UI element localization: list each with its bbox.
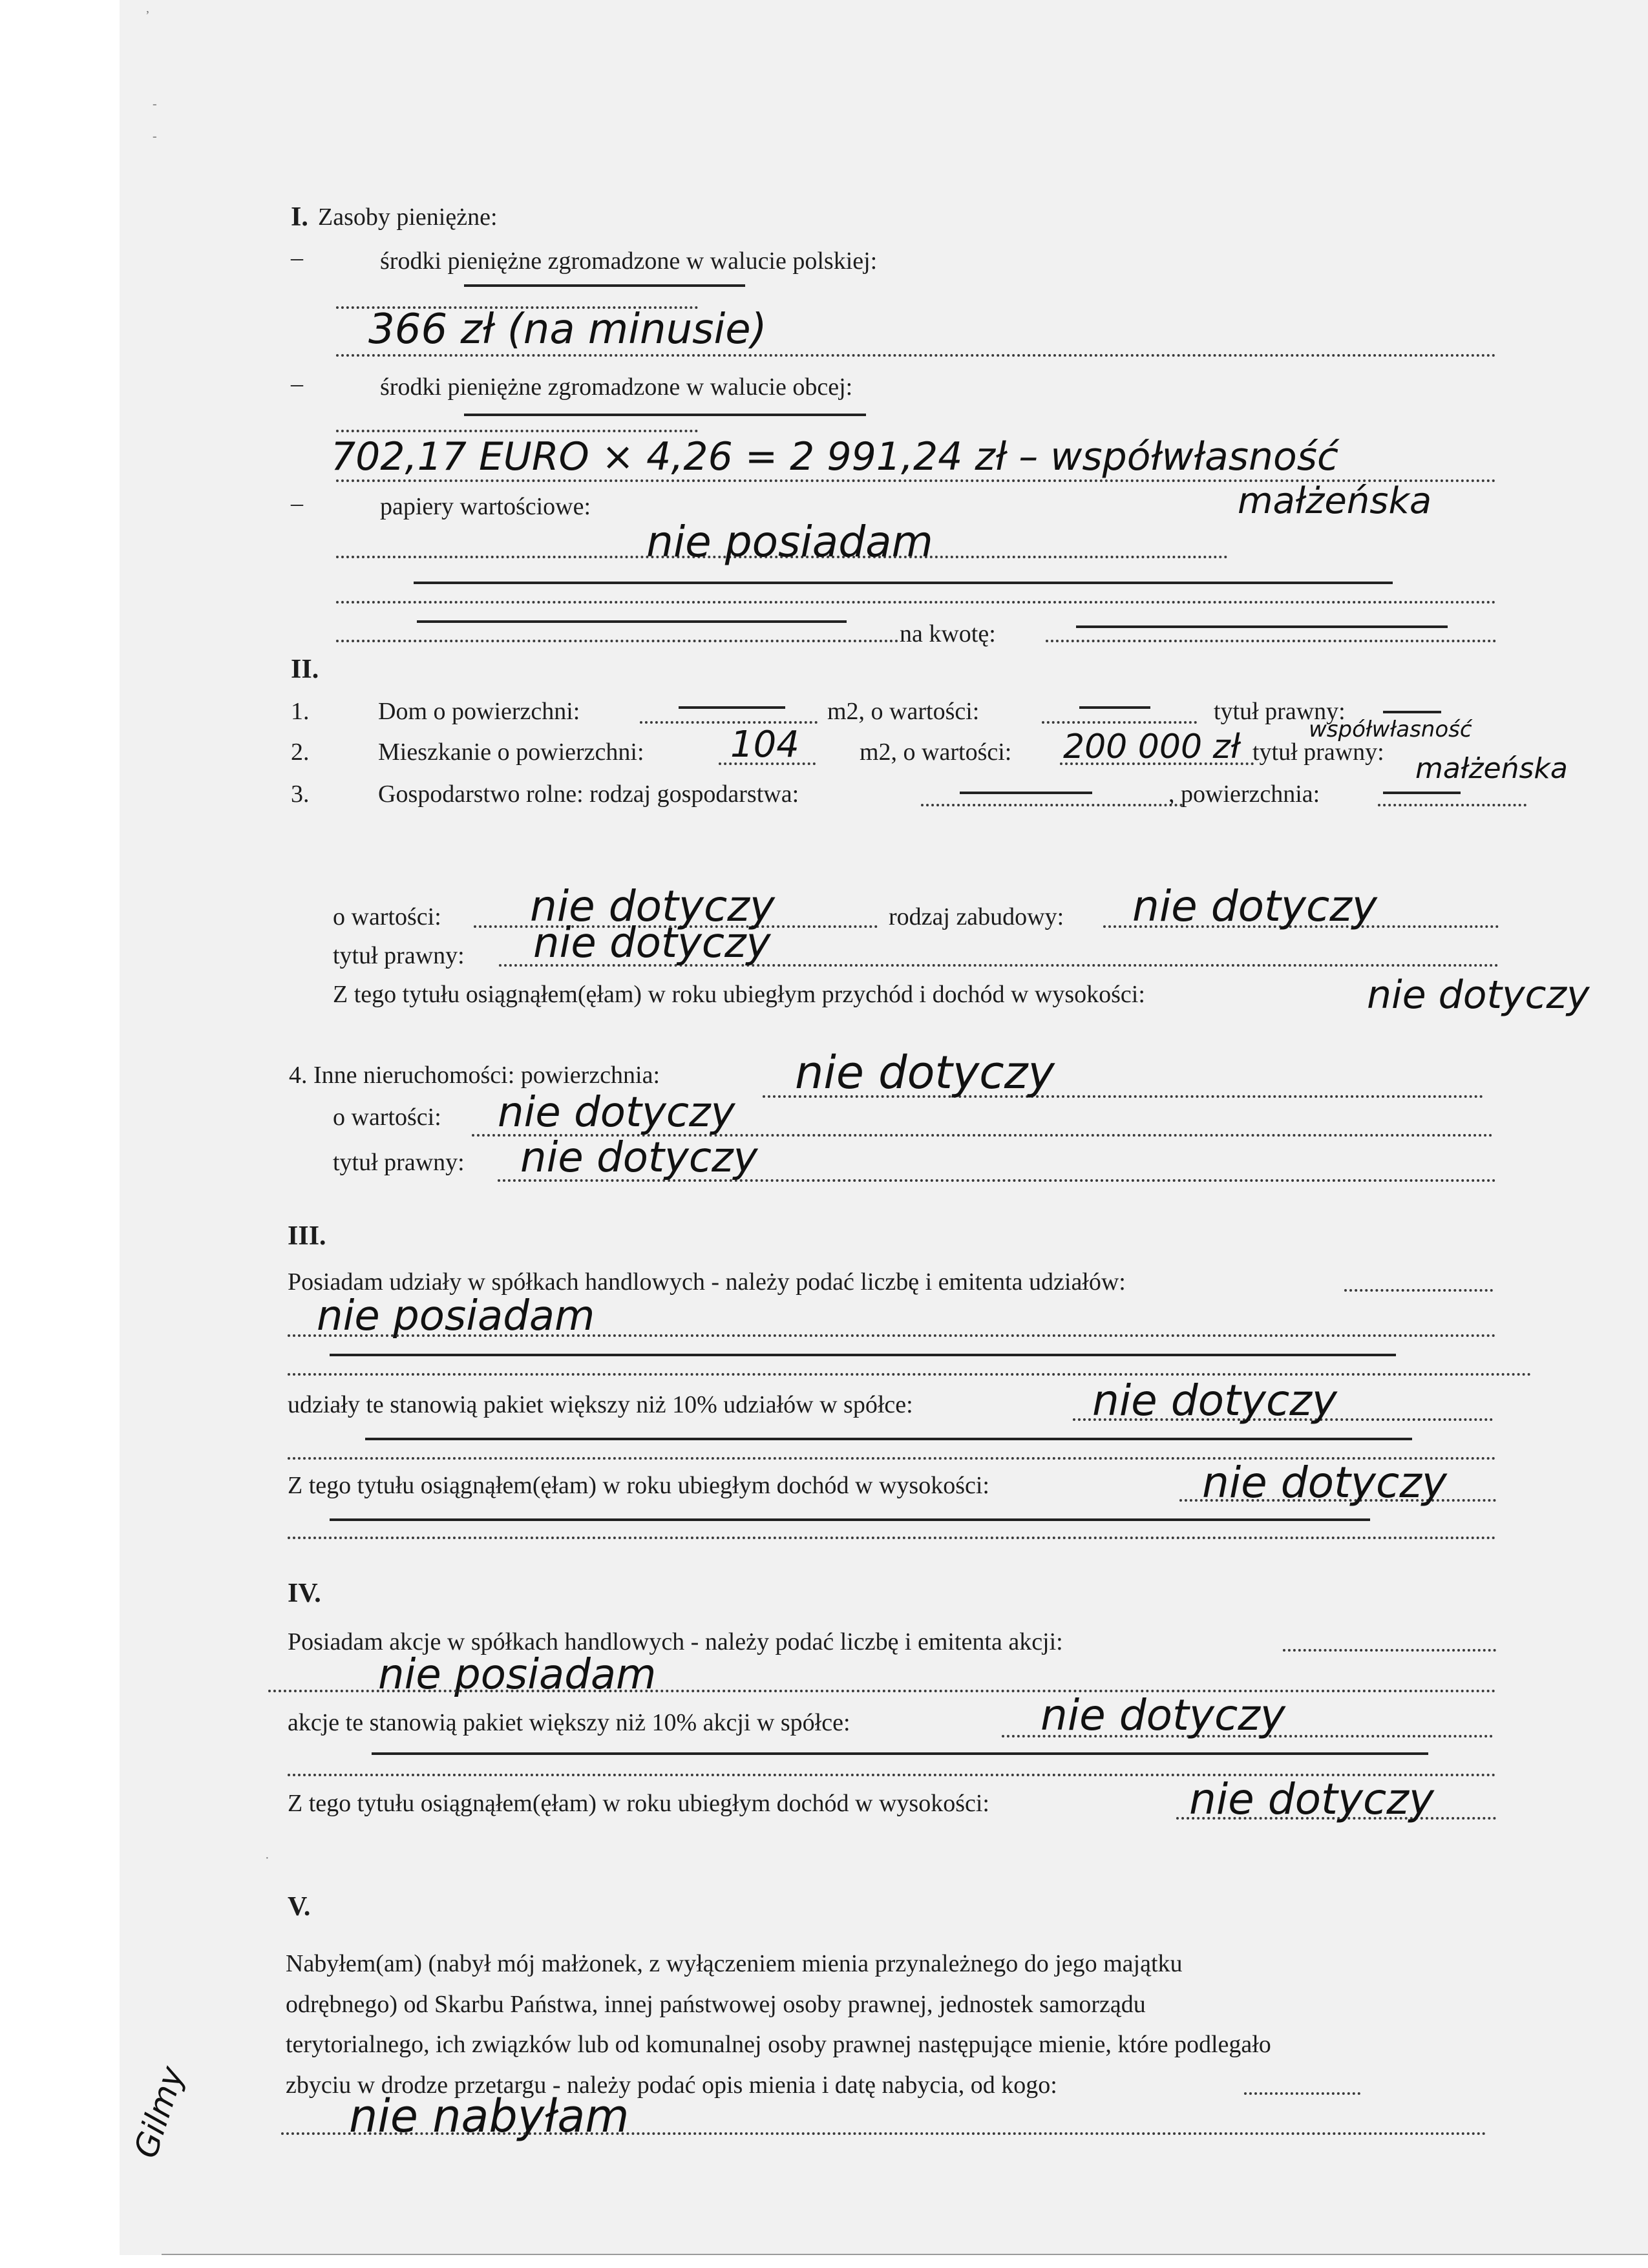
stocks-value: nie posiadam [378,1651,657,1699]
securities-value: nie posiadam [646,517,933,567]
house-m2-label: m2, o wartości: [827,698,980,725]
dotted-line [288,1373,1532,1376]
farm-income-label: Z tego tytułu osiągnąłem(ęłam) w roku ubiegłym przychód i dochód w wysokości: [333,981,1145,1008]
section2-heading: II. [291,655,319,684]
dotted-line [288,1537,1496,1539]
flat-label: Mieszkanie o powierzchni: [378,739,644,766]
house-title-label: tytuł prawny: [1214,698,1346,725]
flat-title-value-continued: małżeńska [1415,752,1568,785]
acquisition-text-line1: Nabyłem(am) (nabył mój małżonek, z wyłączeniem mienia przynależnego do jego majątku [286,1950,1183,1977]
acquisition-text-line4: zbyciu w drodze przetargu - należy podać opis mienia i datę nabycia, od kogo: [286,2072,1057,2099]
other-property-title-label: tytuł prawny: [333,1149,465,1176]
dotted-line [1378,804,1527,806]
stocks-packet-value: nie dotyczy [1041,1690,1285,1740]
strike-line [1383,711,1441,713]
strike-line [372,1752,1428,1755]
underline [464,414,866,416]
section1-number: I. [291,202,308,232]
strike-line [679,706,785,709]
other-property-area: nie dotyczy [795,1046,1055,1099]
underline [464,284,745,287]
strike-line [1079,706,1150,709]
row-number: 3. [291,781,310,808]
dotted-line [1042,721,1197,724]
page-edge [162,2254,1648,2255]
section5-heading: V. [288,1892,311,1922]
shares-packet-value: nie dotyczy [1092,1376,1337,1425]
other-property-value-label: o wartości: [333,1104,441,1131]
shares-label: Posiadam udziały w spółkach handlowych - należy podać liczbę i emitenta udziałów: [288,1268,1126,1296]
dotted-line [1046,640,1496,642]
strike-line [960,792,1092,794]
section4-heading: IV. [288,1579,321,1608]
other-property-value: nie dotyczy [498,1089,735,1137]
dotted-line [1244,2092,1360,2095]
dotted-line [1283,1649,1496,1652]
dotted-line [336,601,1496,604]
flat-area: 104 [730,724,799,766]
securities-label: papiery wartościowe: [380,493,591,520]
farm-build-label: rodzaj zabudowy: [889,903,1064,930]
dotted-line [719,762,816,765]
flat-m2-label: m2, o wartości: [860,739,1012,766]
farm-income-value: nie dotyczy [1367,972,1590,1018]
dotted-line [1060,762,1254,765]
shares-income-label: Z tego tytułu osiągnąłem(ęłam) w roku ubiegłym dochód w wysokości: [288,1472,989,1499]
flat-value: 200 000 zł [1063,728,1240,766]
dash: – [291,370,303,397]
dash: – [291,244,303,271]
dotted-line [336,640,898,642]
dotted-line [336,430,698,432]
strike-line [1383,792,1461,794]
farm-title-value: nie dotyczy [533,919,771,967]
strike-line [365,1438,1412,1440]
shares-income-value: nie dotyczy [1202,1458,1447,1507]
pln-value: 366 zł (na minusie) [368,306,767,353]
strike-line [1076,625,1448,628]
row-number: 2. [291,739,310,766]
stocks-packet-label: akcje te stanowią pakiet większy niż 10% akcji w spółce: [288,1709,850,1736]
stocks-income-value: nie dotyczy [1189,1774,1434,1824]
row-number: 1. [291,698,310,725]
farm-value: nie dotyczy [530,881,775,931]
scan-mark: - [153,129,157,143]
pln-label: środki pieniężne zgromadzone w walucie polskiej: [380,247,878,275]
initials-signature: Gilmy [127,2062,192,2163]
scan-mark: , [146,1,149,16]
dotted-line [281,2132,1486,2135]
dotted-line [921,804,1183,806]
farm-title-label: tytuł prawny: [333,942,465,969]
strike-line [330,1518,1370,1521]
dash: – [291,490,303,517]
other-property-label: 4. Inne nieruchomości: powierzchnia: [289,1062,660,1089]
farm-label: Gospodarstwo rolne: rodzaj gospodarstwa: [378,781,799,808]
strike-line [330,1354,1396,1356]
stocks-label: Posiadam akcje w spółkach handlowych - należy podać liczbę i emitenta akcji: [288,1628,1063,1655]
house-label: Dom o powierzchni: [378,698,580,725]
scan-mark: - [153,97,157,111]
foreign-value: 702,17 EURO × 4,26 = 2 991,24 zł – współwłasność [331,434,1338,479]
farm-value-label: o wartości: [333,903,441,930]
dotted-line [336,354,1496,357]
other-property-title: nie dotyczy [520,1134,758,1182]
dotted-line [268,1690,1496,1692]
shares-packet-label: udziały te stanowią pakiet większy niż 10% udziałów w spółce: [288,1391,913,1418]
foreign-value-continued: małżeńska [1238,480,1432,522]
amount-label: na kwotę: [900,620,996,647]
strike-line [414,582,1393,584]
farm-build-value: nie dotyczy [1132,881,1377,931]
dotted-line [1344,1289,1493,1292]
flat-title-value: współwłasność [1309,717,1472,742]
section3-heading: III. [288,1221,326,1251]
acquisition-text-line3: terytorialnego, ich związków lub od komunalnej osoby prawnej następujące mienie, które podlegało [286,2031,1271,2058]
strike-line [417,620,847,623]
shares-value: nie posiadam [317,1292,595,1340]
acquisition-text-line2: odrębnego) od Skarbu Państwa, innej państwowej osoby prawnej, jednostek samorządu [286,1991,1146,2018]
stocks-income-label: Z tego tytułu osiągnąłem(ęłam) w roku ubiegłym dochód w wysokości: [288,1790,989,1817]
dotted-line [288,1334,1496,1337]
section1-heading: Zasoby pieniężne: [318,204,498,231]
farm-area-label: , powierzchnia: [1168,781,1320,808]
foreign-label: środki pieniężne zgromadzone w walucie obcej: [380,373,853,401]
scan-mark: · [265,1851,269,1865]
flat-title-label: tytuł prawny: [1252,739,1384,766]
acquisition-value: nie nabyłam [349,2090,629,2143]
